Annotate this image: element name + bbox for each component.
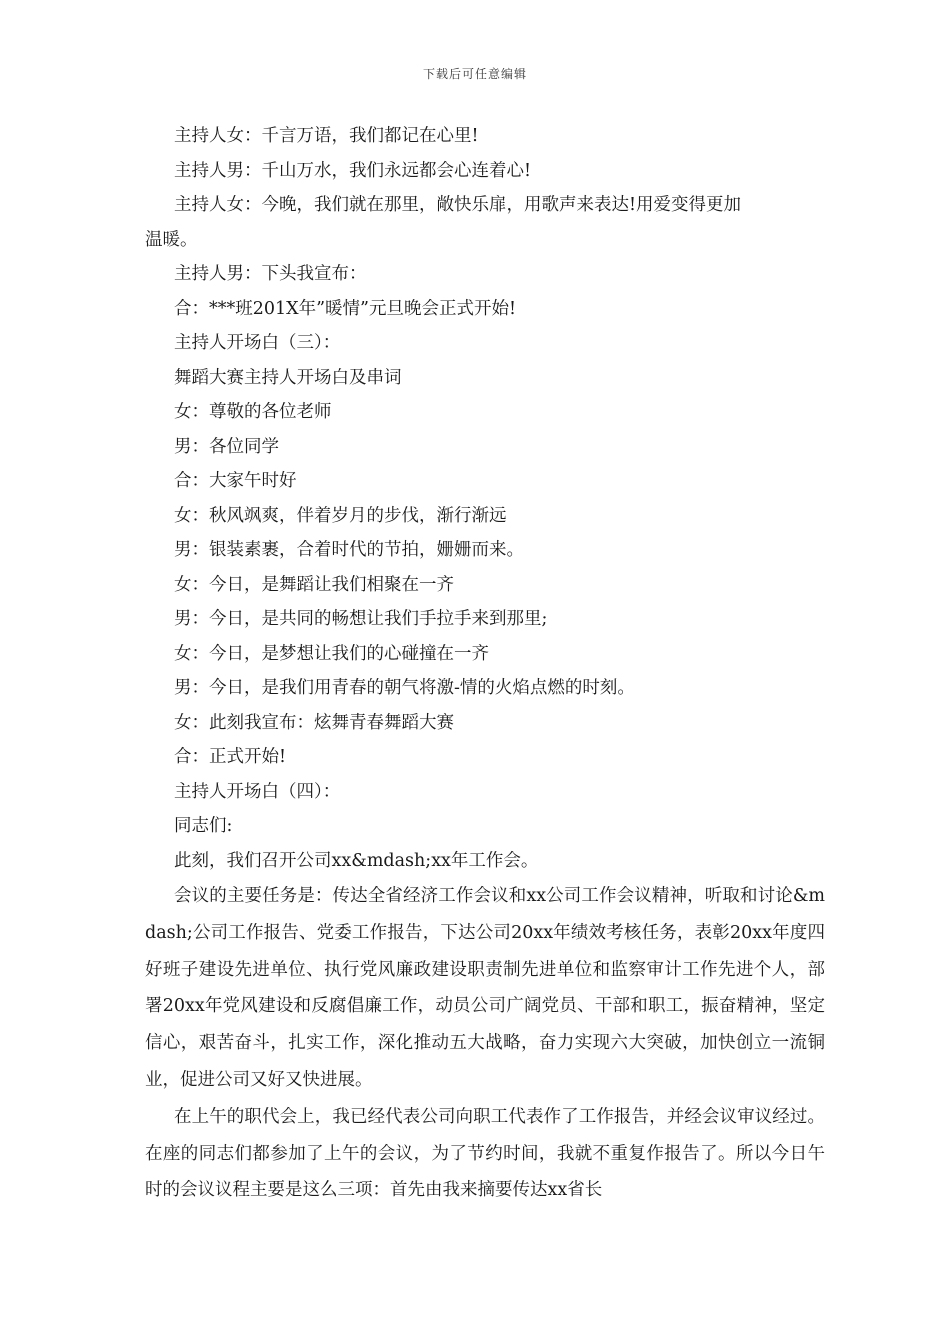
dialogue-line: 合：***班201X年”暖情”元旦晚会正式开始!: [174, 298, 517, 319]
dialogue-line: 男：今日，是共同的畅想让我们手拉手来到那里;: [174, 609, 548, 629]
document-body: [145, 119, 825, 1209]
dialogue-line: 主持人男：千山万水，我们永远都会心连着心!: [174, 160, 532, 181]
dialogue-line: 男：银装素裹，合着时代的节拍，姗姗而来。: [174, 540, 524, 560]
dialogue-line: 女：尊敬的各位老师: [174, 402, 332, 422]
salutation: 同志们:: [174, 816, 233, 836]
dialogue-line: 女：秋风飒爽，伴着岁月的步伐，渐行渐远: [174, 505, 507, 526]
dialogue-line: 女：今日，是舞蹈让我们相聚在一齐: [174, 574, 454, 595]
speech-paragraph: 在上午的职代会上，我已经代表公司向职工代表作了工作报告，并经会议审议经过。在座的同志们都参加了上午的会议，为了节约时间，我就不重复作报告了。所以今日午时的会议议程主要是这么三项：首先由我来摘要传达xx省长: [145, 1106, 825, 1201]
dialogue-line: 男：各位同学: [174, 436, 279, 457]
dialogue-line: 男：今日，是我们用青春的朝气将激-情的火焰点燃的时刻。: [174, 678, 635, 698]
dialogue-line-continuation: 温暖。: [145, 229, 198, 250]
dialogue-line: 主持人女：今晚，我们就在那里，敞快乐扉，用歌声来表达!用爱变得更加: [174, 195, 742, 215]
speech-line: 此刻，我们召开公司xx&mdash;xx年工作会。: [174, 850, 539, 871]
dialogue-line: 主持人女：千言万语，我们都记在心里!: [174, 126, 479, 146]
speech-paragraph: 会议的主要任务是：传达全省经济工作会议和xx公司工作会议精神，听取和讨论&mdash;公司工作报告、党委工作报告，下达公司20xx年绩效考核任务，表彰20xx年度四好班子建设先进单位、执行党风廉政建设职责制先进单位和监察审计工作先进个人，部署20xx年党风建设和反腐倡廉工作，动员公司广阔党员、干部和职工，振奋精神，坚定信心，艰苦奋斗，扎实工作，深化推动五大战略，奋力实现六大突破，加快创立一流铜业，促进公司又好又快进展。: [145, 886, 825, 1090]
section-heading: 主持人开场白（四）：: [174, 781, 341, 802]
dialogue-line: 女：此刻我宣布：炫舞青春舞蹈大赛: [174, 712, 454, 733]
dialogue-line: 女：今日，是梦想让我们的心碰撞在一齐: [174, 643, 489, 664]
dialogue-line: 合：正式开始!: [174, 747, 287, 767]
section-subtitle: 舞蹈大赛主持人开场白及串词: [174, 367, 402, 388]
dialogue-line: 主持人男：下头我宣布：: [174, 264, 367, 284]
dialogue-line: 合：大家午时好: [174, 471, 297, 491]
section-heading: 主持人开场白（三）：: [174, 333, 341, 353]
header-note: 下载后可任意编辑: [422, 67, 527, 81]
